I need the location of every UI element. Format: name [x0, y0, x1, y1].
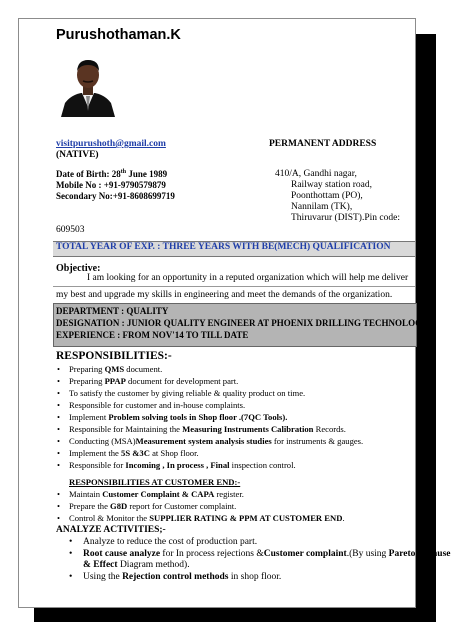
- secondary-number: Secondary No:+91-8608699719: [56, 191, 175, 201]
- email-link[interactable]: visitpurushoth@gmail.com: [56, 139, 166, 149]
- customer-end-item: • Prepare the G8D report for Customer complaint.: [69, 501, 236, 511]
- experience-line: EXPERIENCE : FROM NOV'14 TO TILL DATE: [56, 330, 249, 340]
- native-label: (NATIVE): [56, 150, 99, 160]
- objective-line-1: I am looking for an opportunity in a reputed organization which will help me deliver: [87, 273, 409, 283]
- responsibility-item: • Preparing QMS document.: [69, 364, 162, 374]
- responsibility-item: • Preparing PPAP document for development part.: [69, 376, 238, 386]
- analyze-item: • Using the Rejection control methods in shop floor.: [83, 572, 281, 582]
- address-line-3: Poonthottam (PO),: [291, 191, 363, 201]
- objective-line-2: my best and upgrade my skills in engineering and meet the demands of the organization.: [56, 290, 393, 300]
- responsibility-item: • To satisfy the customer by giving reliable & quality product on time.: [69, 388, 305, 398]
- resume-page: [18, 18, 451, 608]
- department-line: DEPARTMENT : QUALITY: [56, 306, 169, 316]
- address-line-4: Nannilam (TK),: [291, 202, 353, 212]
- analyze-item-continued: & Effect Diagram method).: [83, 560, 190, 570]
- address-pin: 609503: [56, 225, 85, 235]
- objective-heading: Objective:: [56, 263, 101, 274]
- address-line-2: Railway station road,: [291, 180, 372, 190]
- responsibility-item: • Conducting (MSA)Measurement system analysis studies for instruments & gauges.: [69, 436, 363, 446]
- address-line-1: 410/A, Gandhi nagar,: [275, 169, 357, 179]
- responsibility-item: • Responsible for Incoming , In process , Final inspection control.: [69, 460, 296, 470]
- responsibility-item: • Responsible for Maintaining the Measuring Instruments Calibration Records.: [69, 424, 346, 434]
- total-experience-text: TOTAL YEAR OF EXP. : THREE YEARS WITH BE(MECH) QUALIFICATION: [56, 242, 391, 252]
- responsibility-item: • Implement the 5S &3C at Shop floor.: [69, 448, 199, 458]
- analyze-item: • Analyze to reduce the cost of production part.: [83, 537, 257, 547]
- objective-divider: [53, 286, 415, 287]
- candidate-name: Purushothaman.K: [56, 27, 181, 43]
- mobile-number: Mobile No : +91-9790579879: [56, 180, 166, 190]
- address-line-5: Thiruvarur (DIST).Pin code:: [291, 213, 400, 223]
- analyze-heading: ANALYZE ACTIVITIES;-: [56, 525, 166, 535]
- analyze-item: • Root cause analyze for In process rejections &Customer complaint.(By using Pareto &Cause: [83, 549, 450, 559]
- responsibilities-heading: RESPONSIBILITIES:-: [56, 350, 172, 362]
- permanent-address-heading: PERMANENT ADDRESS: [269, 139, 377, 149]
- customer-end-item: • Maintain Customer Complaint & CAPA register.: [69, 489, 244, 499]
- responsibility-item: • Implement Problem solving tools in Shop floor .(7QC Tools).: [69, 412, 287, 422]
- customer-end-item: • Control & Monitor the SUPPLIER RATING & PPM AT CUSTOMER END.: [69, 513, 345, 523]
- responsibility-item: • Responsible for customer and in-house complaints.: [69, 400, 245, 410]
- profile-photo: [55, 55, 121, 117]
- customer-end-heading: RESPONSIBILITIES AT CUSTOMER END:-: [69, 477, 241, 487]
- designation-line: DESIGNATION : JUNIOR QUALITY ENGINEER AT PHOENIX DRILLING TECHNOLOGY: [56, 318, 429, 328]
- date-of-birth: Date of Birth: 28th June 1989: [56, 169, 168, 179]
